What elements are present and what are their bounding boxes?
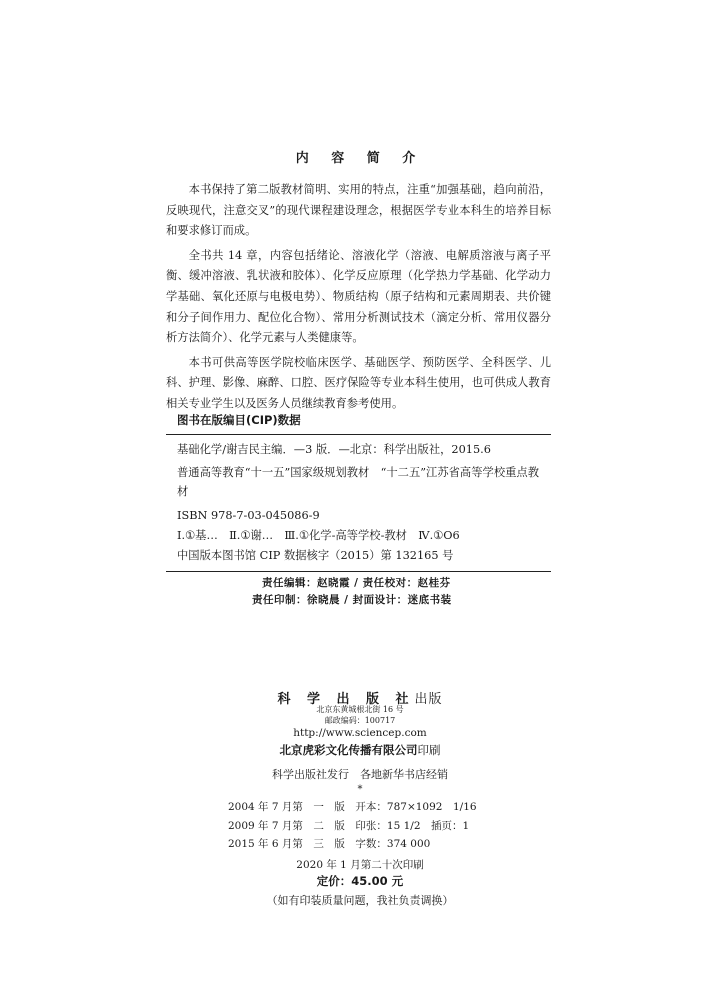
summary-paragraph-1: 本书保持了第二版教材简明、实用的特点，注重“加强基础，趋向前沿，反映现代，注意交叉”的现代课程建设理念，根据医学专业本科生的培养目标和要求修订而成。 [166, 183, 551, 238]
publisher-website: http://www.sciencep.com [293, 727, 427, 739]
summary-paragraph-2: 全书共 14 章，内容包括绪论、溶液化学（溶液、电解质溶液与离子平衡、缓冲溶液、乳状液和胶体）、化学反应原理（化学热力学基础、化学动力学基础、氧化还原与电极电势）、物质结构（原子结构和元素周期表、共价键和分子间作用力、配位化合物）、常用分析测试技术（滴定分析、常用仪器分析方法简介）、化学元素与人类健康等。 [166, 248, 551, 345]
quality-note: （如有印装质量问题，我社负责调换） [266, 894, 454, 907]
cip-classification: Ⅰ.①基… Ⅱ.①谢… Ⅲ.①化学-高等学校-教材 Ⅳ.①O6 [177, 529, 460, 542]
edition-line-1: 2004 年 7 月第 一 版 开本：787×1092 1/16 [228, 801, 477, 813]
publisher-name: 科 学 出 版 社 [277, 692, 415, 707]
publisher-postcode: 邮政编码：100717 [324, 716, 396, 725]
edition-line-2: 2009 年 7 月第 二 版 印张：15 1/2 插页：1 [228, 820, 470, 832]
cip-heading: 图书在版编目(CIP)数据 [177, 413, 301, 427]
cip-isbn: ISBN 978-7-03-045086-9 [177, 509, 320, 522]
summary-body [166, 180, 551, 419]
printer-line [0, 742, 720, 758]
printing-line: 2020 年 1 月第二十次印刷 [296, 859, 424, 871]
cip-line-bibliographic: 基础化学/谢吉民主编．—3 版．—北京：科学出版社，2015.6 [177, 443, 491, 456]
publisher-address: 北京东黄城根北街 16 号 [316, 705, 404, 714]
cip-bottom-divider [166, 571, 551, 572]
distribution-line: 科学出版社发行 各地新华书店经销 [272, 768, 448, 781]
price: 定价：45.00 元 [316, 874, 404, 888]
summary-paragraph-3: 本书可供高等医学院校临床医学、基础医学、预防医学、全科医学、儿科、护理、影像、麻醉、口腔、医疗保险等专业本科生使用，也可供成人教育相关专业学生以及医务人员继续教育参考使用。 [166, 355, 551, 410]
printer-name: 北京虎彩文化传播有限公司 [279, 743, 418, 757]
printer-suffix: 印刷 [417, 743, 441, 757]
credits-editors: 责任编辑：赵晓霞 / 责任校对：赵桂芬 [262, 577, 451, 589]
summary-title: 内 容 简 介 [295, 151, 425, 166]
section-separator: * [357, 784, 363, 795]
cip-line-series: 普通高等教育“十一五”国家级规划教材 “十二五”江苏省高等学校重点教材 [177, 466, 540, 498]
credits-production: 责任印制：徐晓晨 / 封面设计：迷底书装 [252, 594, 452, 606]
cip-top-divider [166, 434, 551, 435]
edition-line-3: 2015 年 6 月第 三 版 字数：374 000 [228, 838, 431, 850]
publisher-suffix: 出版 [414, 692, 443, 707]
cip-number: 中国版本图书馆 CIP 数据核字（2015）第 132165 号 [177, 549, 454, 562]
